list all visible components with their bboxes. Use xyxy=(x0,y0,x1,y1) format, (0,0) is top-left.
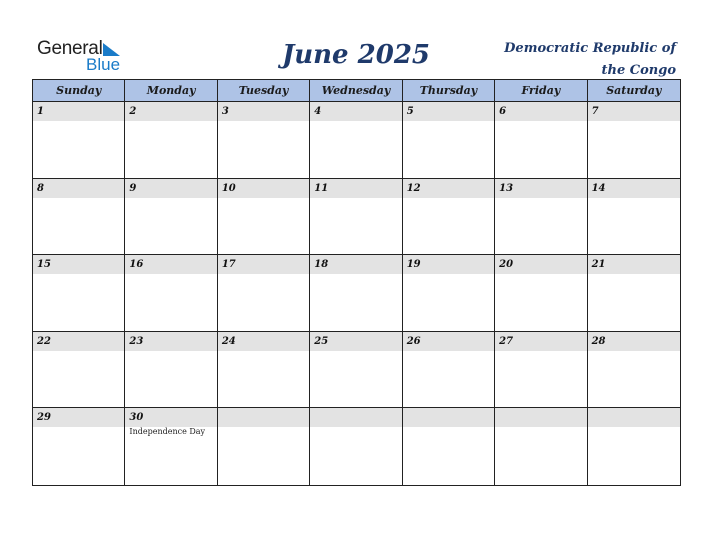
day-cell xyxy=(495,408,587,485)
day-cell xyxy=(125,332,217,409)
weekday-header: Friday xyxy=(495,80,587,102)
weekday-header: Thursday xyxy=(403,80,495,102)
day-cell xyxy=(310,102,402,179)
day-cell xyxy=(495,179,587,256)
day-number: 11 xyxy=(310,179,401,198)
day-number: 19 xyxy=(403,255,494,274)
country-line-2: the Congo xyxy=(601,63,676,78)
day-number: 4 xyxy=(310,102,401,121)
day-number: 23 xyxy=(125,332,216,351)
day-cell xyxy=(310,332,402,409)
day-number xyxy=(495,408,586,427)
day-cell xyxy=(310,408,402,485)
day-number: 27 xyxy=(495,332,586,351)
day-cell xyxy=(33,332,125,409)
day-number xyxy=(403,408,494,427)
logo-text-blue: Blue xyxy=(86,55,121,74)
day-number xyxy=(588,408,680,427)
day-number: 10 xyxy=(218,179,309,198)
day-cell xyxy=(310,179,402,256)
day-cell xyxy=(403,255,495,332)
day-number: 14 xyxy=(588,179,680,198)
day-cell xyxy=(403,179,495,256)
weekday-header: Wednesday xyxy=(310,80,402,102)
logo-text-general: General xyxy=(37,38,103,59)
day-cell xyxy=(495,332,587,409)
day-cell xyxy=(125,255,217,332)
day-number: 3 xyxy=(218,102,309,121)
day-number: 21 xyxy=(588,255,680,274)
day-number: 15 xyxy=(33,255,124,274)
day-number: 6 xyxy=(495,102,586,121)
day-number xyxy=(310,408,401,427)
day-number: 12 xyxy=(403,179,494,198)
weekday-header: Sunday xyxy=(33,80,125,102)
day-cell xyxy=(218,408,310,485)
day-cell xyxy=(218,332,310,409)
day-number: 1 xyxy=(33,102,124,121)
calendar-title: June 2025 xyxy=(281,40,431,70)
day-number: 9 xyxy=(125,179,216,198)
day-cell xyxy=(588,102,680,179)
day-cell xyxy=(125,102,217,179)
day-cell xyxy=(495,255,587,332)
day-cell xyxy=(125,408,217,485)
holiday-label: Independence Day xyxy=(129,427,206,437)
day-cell xyxy=(403,332,495,409)
day-cell xyxy=(403,102,495,179)
day-cell xyxy=(33,408,125,485)
day-number: 18 xyxy=(310,255,401,274)
day-number: 2 xyxy=(125,102,216,121)
day-number: 29 xyxy=(33,408,124,427)
day-cell xyxy=(125,179,217,256)
day-number: 20 xyxy=(495,255,586,274)
day-number: 28 xyxy=(588,332,680,351)
day-cell xyxy=(310,255,402,332)
day-number: 22 xyxy=(33,332,124,351)
country-name xyxy=(476,38,676,82)
day-cell xyxy=(588,408,680,485)
generalblue-logo xyxy=(37,38,137,74)
day-cell xyxy=(218,179,310,256)
day-number: 26 xyxy=(403,332,494,351)
day-cell xyxy=(588,179,680,256)
day-number: 30 xyxy=(125,408,216,427)
calendar-grid xyxy=(32,79,681,486)
day-cell xyxy=(403,408,495,485)
day-number: 7 xyxy=(588,102,680,121)
weekday-header: Monday xyxy=(125,80,217,102)
day-number: 17 xyxy=(218,255,309,274)
day-number: 25 xyxy=(310,332,401,351)
day-cell xyxy=(33,179,125,256)
day-cell xyxy=(33,255,125,332)
day-cell xyxy=(495,102,587,179)
day-number: 5 xyxy=(403,102,494,121)
weekday-header: Saturday xyxy=(588,80,680,102)
weekday-header: Tuesday xyxy=(218,80,310,102)
day-cell xyxy=(588,332,680,409)
day-number: 16 xyxy=(125,255,216,274)
day-cell xyxy=(33,102,125,179)
day-cell xyxy=(218,255,310,332)
country-line-1: Democratic Republic of xyxy=(504,41,676,56)
day-number xyxy=(218,408,309,427)
day-number: 13 xyxy=(495,179,586,198)
day-number: 8 xyxy=(33,179,124,198)
day-number: 24 xyxy=(218,332,309,351)
day-cell xyxy=(218,102,310,179)
day-cell xyxy=(588,255,680,332)
